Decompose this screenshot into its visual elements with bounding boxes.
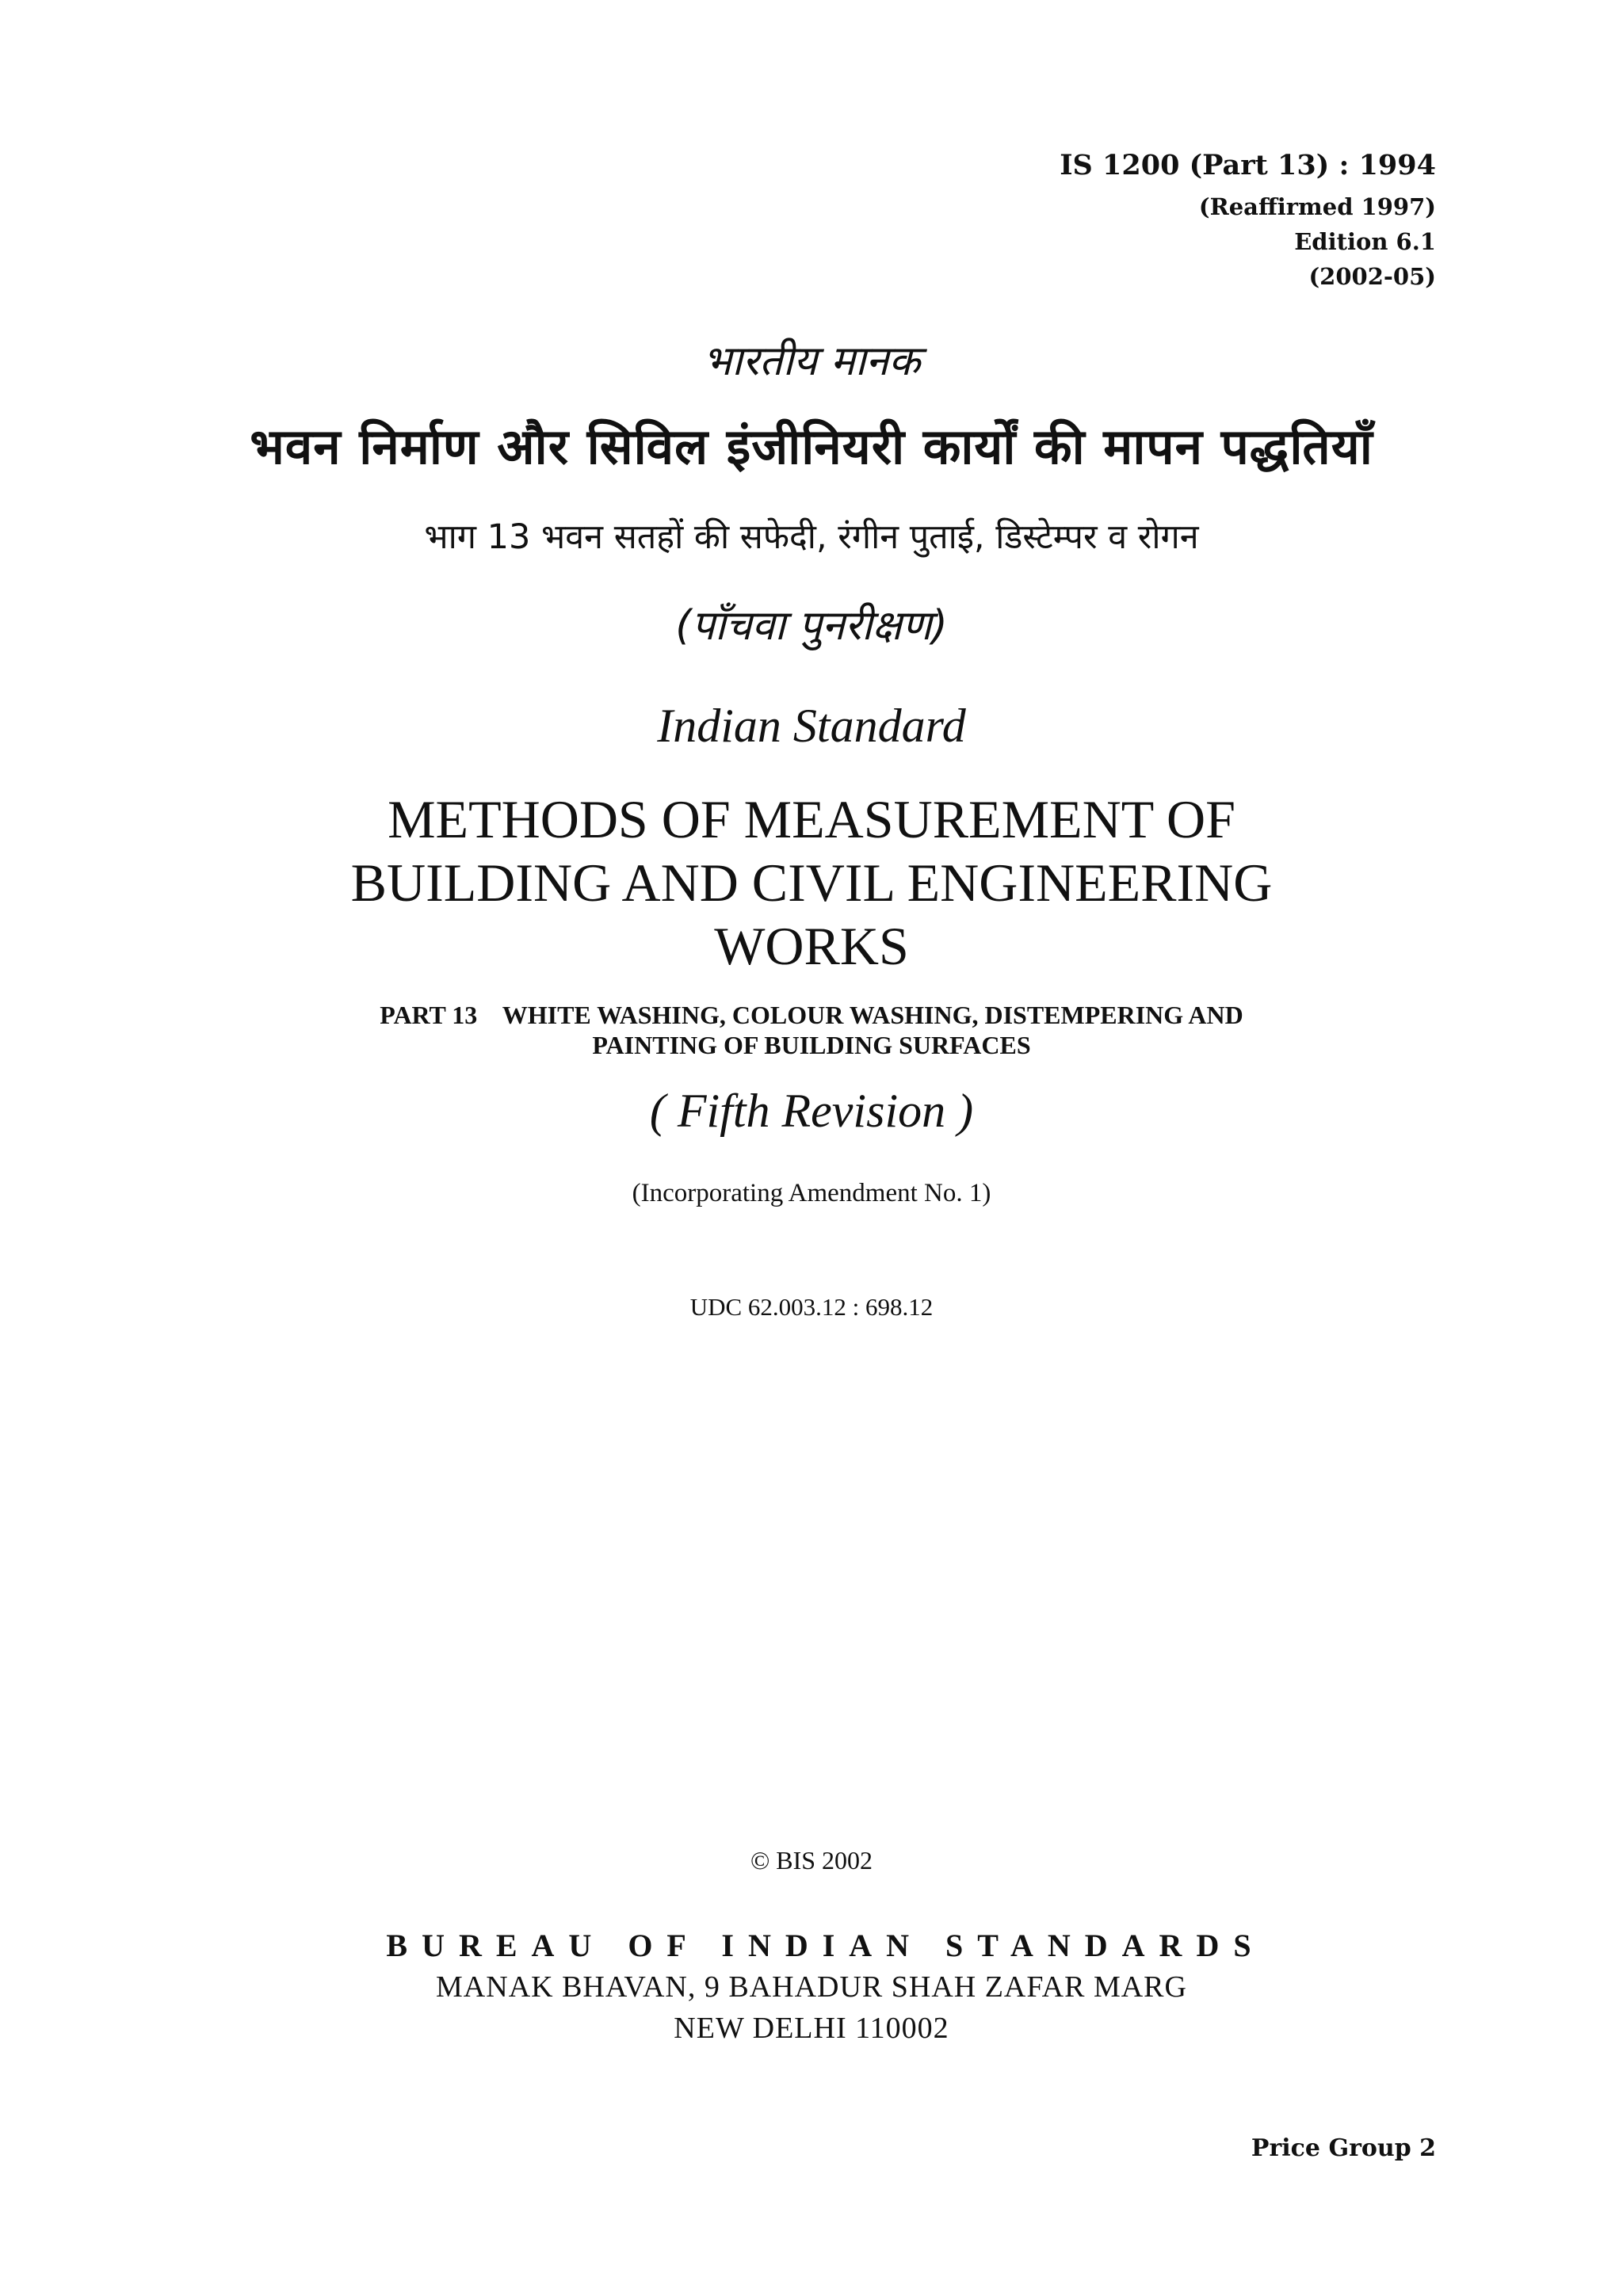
hindi-revision: (पाँचवा पुनरीक्षण) <box>675 602 948 650</box>
udc-number: UDC 62.003.12 : 698.12 <box>689 1293 934 1321</box>
price-group: Price Group 2 <box>1251 2134 1436 2162</box>
reaffirmed-year: (Reaffirmed 1997) <box>1198 193 1436 220</box>
part-title-line: PART 13 WHITE WASHING, COLOUR WASHING, DISTEMPERING AND <box>380 1001 1243 1029</box>
title-line: METHODS OF MEASUREMENT OF <box>388 789 1235 849</box>
hindi-standard-label: भारतीय मानक <box>702 338 921 385</box>
title-line: WORKS <box>714 916 909 976</box>
indian-standard-label: Indian Standard <box>657 700 966 752</box>
part-title-line: PAINTING OF BUILDING SURFACES <box>592 1031 1031 1059</box>
revision-label: ( Fifth Revision ) <box>649 1085 974 1137</box>
part-title <box>0 1000 1623 1060</box>
amendment-note: (Incorporating Amendment No. 1) <box>632 1179 991 1207</box>
document-title <box>0 788 1623 978</box>
copyright-notice: © BIS 2002 <box>750 1846 873 1875</box>
hindi-part-title: भाग 13 भवन सतहों की सफेदी, रंगीन पुताई, डिस्टेम्पर व रोगन <box>424 517 1199 557</box>
standard-number: IS 1200 (Part 13) : 1994 <box>1060 149 1436 181</box>
title-line: BUILDING AND CIVIL ENGINEERING <box>350 852 1273 913</box>
edition-date: (2002-05) <box>1308 263 1436 290</box>
publisher-name: BUREAU OF INDIAN STANDARDS <box>386 1928 1266 1963</box>
edition-number: Edition 6.1 <box>1294 228 1436 255</box>
hindi-title: भवन निर्माण और सिविल इंजीनियरी कार्यों की मापन पद्धतियाँ <box>250 418 1373 475</box>
publisher-address-line2: NEW DELHI 110002 <box>674 2012 949 2045</box>
publisher-address-line1: MANAK BHAVAN, 9 BAHADUR SHAH ZAFAR MARG <box>436 1970 1187 2004</box>
